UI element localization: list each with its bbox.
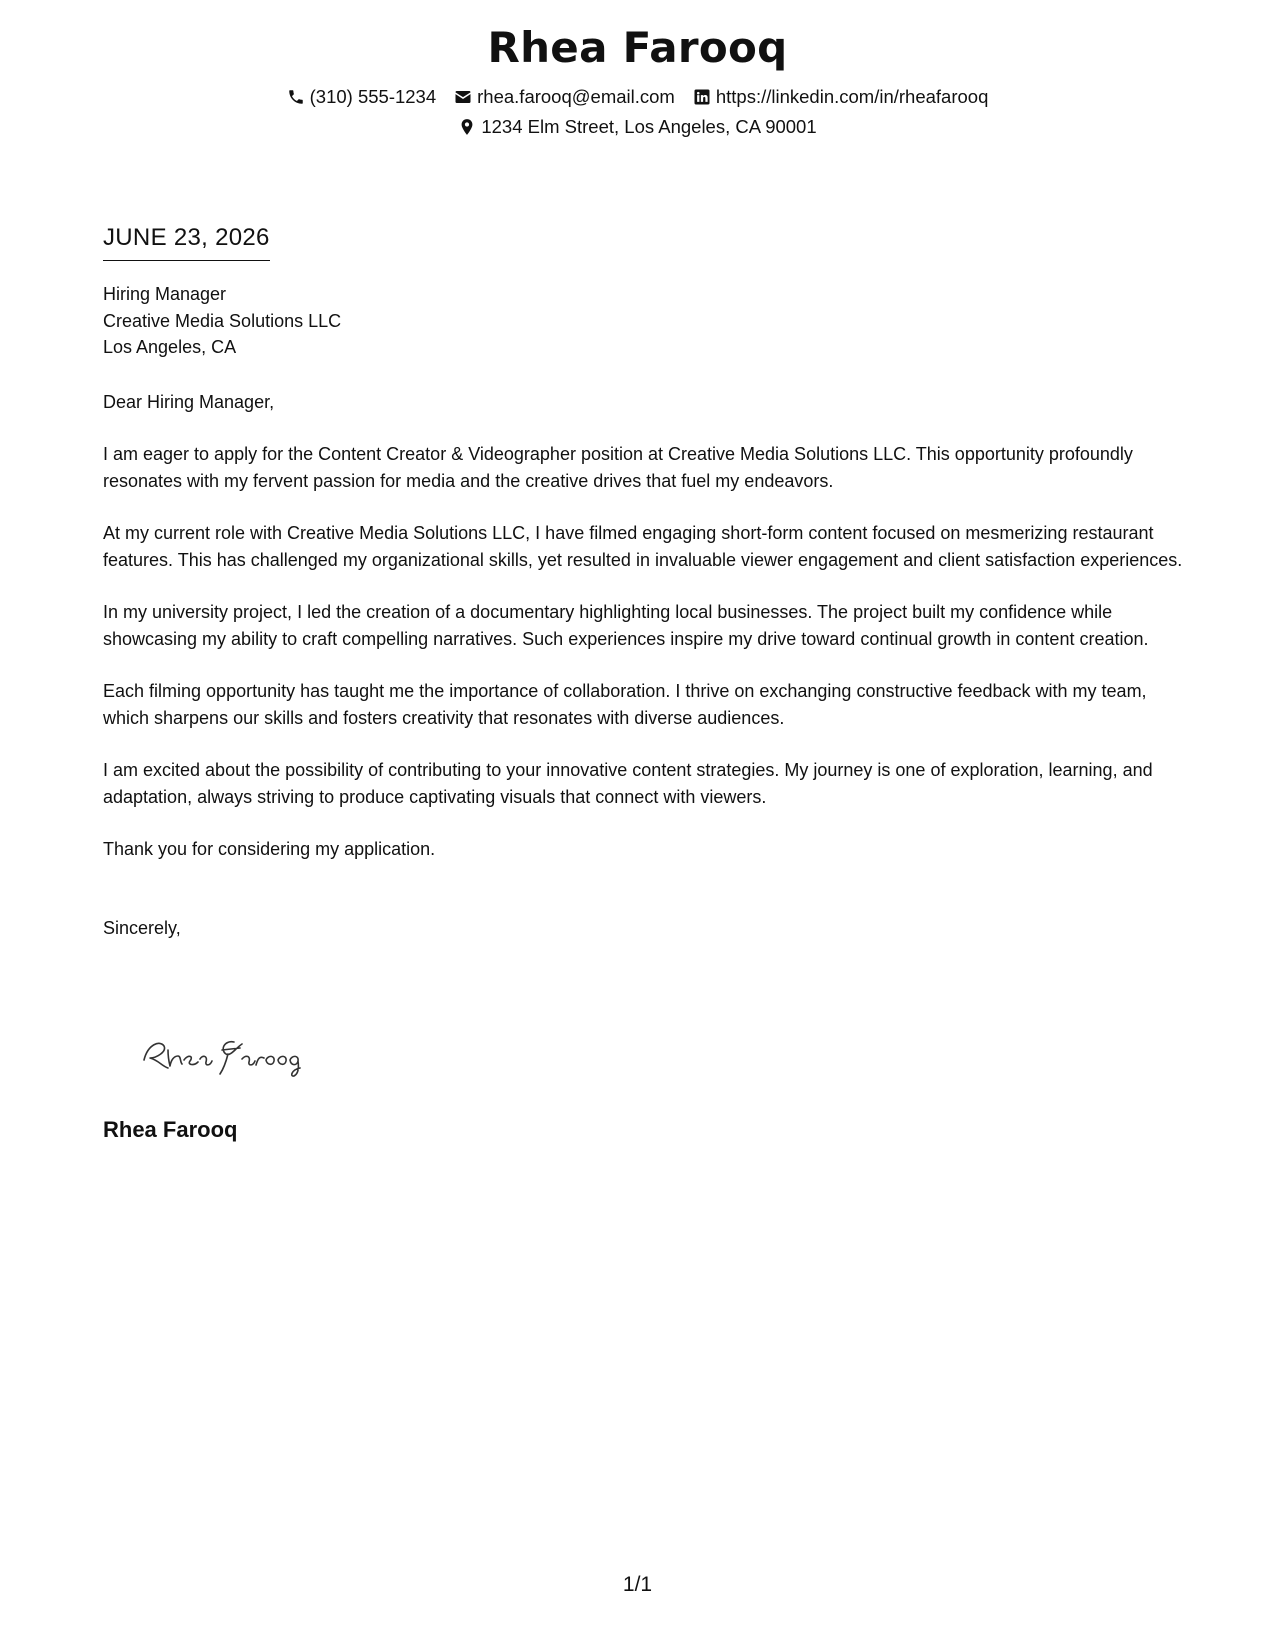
contact-row-primary — [0, 82, 1275, 112]
phone-text: (310) 555-1234 — [309, 86, 437, 107]
linkedin-link[interactable]: https://linkedin.com/in/rheafarooq — [715, 86, 989, 107]
body-paragraph: I am excited about the possibility of contributing to your innovative content strategies. My journey is one of exploration, learning, and adaptation, always striving to produce captivating visuals that connect with viewers. — [103, 760, 1153, 807]
envelope-icon — [454, 88, 472, 106]
body-paragraph: Each filming opportunity has taught me the importance of collaboration. I thrive on exchanging constructive feedback with my team, which sharpens our skills and fosters creativity that resonates with diverse audiences. — [103, 681, 1147, 728]
linkedin-icon — [693, 88, 711, 106]
recipient-location: Los Angeles, CA — [103, 337, 237, 357]
letter-date: JUNE 23, 2026 — [103, 222, 270, 261]
salutation: Dear Hiring Manager, — [103, 391, 275, 412]
recipient-block — [103, 281, 1183, 361]
contact-address — [458, 112, 816, 142]
map-pin-icon — [458, 118, 476, 136]
contact-email[interactable] — [454, 82, 675, 112]
body-paragraph: Thank you for considering my application. — [103, 839, 436, 859]
body-paragraph: I am eager to apply for the Content Creator & Videographer position at Creative Media Solutions LLC. This opportunity profoundly resonates with my fervent passion for media and the creative drives that fuel my endeavors. — [103, 444, 1133, 491]
applicant-name: Rhea Farooq — [487, 23, 788, 72]
recipient-title: Hiring Manager — [103, 284, 227, 304]
address-text: 1234 Elm Street, Los Angeles, CA 90001 — [481, 116, 817, 137]
recipient-company: Creative Media Solutions LLC — [103, 310, 342, 331]
body-paragraph: In my university project, I led the creation of a documentary highlighting local businesses. The project built my confidence while showcasing my ability to craft compelling narratives. Such experiences inspire my drive toward continual growth in content creation. — [103, 602, 1149, 649]
phone-icon — [287, 88, 305, 106]
handwritten-signature — [138, 1030, 338, 1080]
closing: Sincerely, — [103, 917, 181, 938]
letter-body — [103, 281, 1183, 941]
contact-linkedin[interactable] — [693, 82, 989, 112]
contact-row-address — [0, 112, 1275, 142]
contact-phone — [287, 82, 437, 112]
body-paragraph: At my current role with Creative Media Solutions LLC, I have filmed engaging short-form content focused on mesmerizing restaurant features. This has challenged my organizational skills, yet resulted in invaluable viewer engagement and client satisfaction experiences. — [103, 523, 1183, 570]
letter-header — [0, 20, 1275, 142]
page-number: 1/1 — [622, 1573, 653, 1596]
email-link[interactable]: rhea.farooq@email.com — [477, 86, 675, 107]
signer-name: Rhea Farooq — [103, 1117, 238, 1142]
